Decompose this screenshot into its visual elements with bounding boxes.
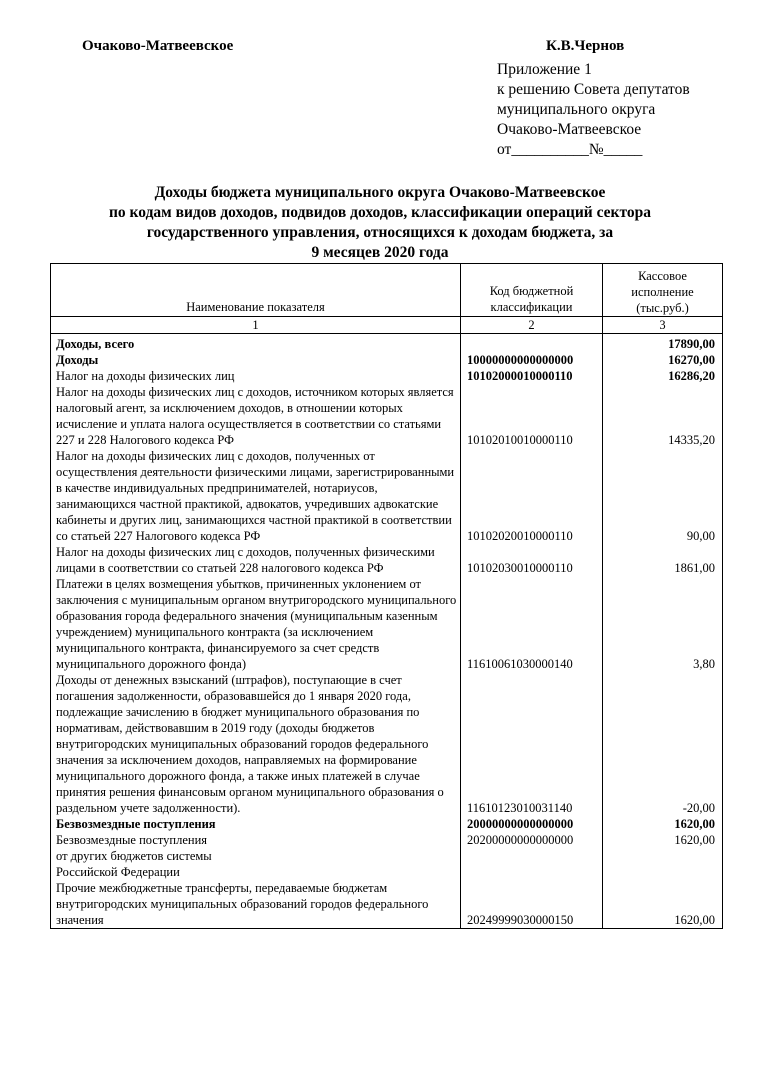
table-row: [51, 448, 723, 544]
indicator-name: Налог на доходы физических лиц: [51, 368, 461, 384]
table-row: [51, 384, 723, 448]
title-line: 9 месяцев 2020 года: [311, 244, 449, 261]
indicator-name: [51, 832, 461, 880]
table-row: [51, 880, 723, 929]
title-line: Доходы бюджета муниципального округа Очаково-Матвеевское: [154, 184, 606, 201]
table-row: [51, 334, 723, 353]
budget-code: 10000000000000000: [461, 352, 603, 368]
appendix-block: [497, 60, 690, 160]
indicator-name: Доходы, всего: [51, 334, 461, 353]
budget-code: 10102000010000110: [461, 368, 603, 384]
budget-code: 11610123010031140: [461, 672, 603, 816]
budget-code: 10102010010000110: [461, 384, 603, 448]
table-row: [51, 816, 723, 832]
indicator-name: Прочие межбюджетные трансферты, передаваемые бюджетам внутригородских муниципальных образований городов федерального значения: [51, 880, 461, 929]
appendix-line: муниципального округа: [497, 101, 656, 118]
title-line: по кодам видов доходов, подвидов доходов, классификации операций сектора: [108, 204, 651, 221]
column-header-name: Наименование показателя: [51, 264, 461, 317]
indicator-name: Доходы: [51, 352, 461, 368]
budget-code: 20200000000000000: [461, 832, 603, 880]
indicator-name: Платежи в целях возмещения убытков, причиненных уклонением от заключения с муниципальным органом внутригородского муниципального образования города федерального значения (муниципальным казенным учреждением) муниципального контракта (за исключением муниципального контракта, финансируемого за счет средств муниципального дорожного фонда): [51, 576, 461, 672]
income-table: [50, 263, 723, 929]
column-number: 2: [461, 317, 603, 334]
title-line: государственного управления, относящихся к доходам бюджета, за: [146, 224, 614, 241]
column-number: 3: [603, 317, 723, 334]
budget-code: 10102030010000110: [461, 544, 603, 576]
indicator-name: Налог на доходы физических лиц с доходов, полученных физическими лицами в соответствии со статьей 228 налогового кодекса РФ: [51, 544, 461, 576]
execution-value: 16286,20: [603, 368, 723, 384]
execution-value: 1861,00: [603, 544, 723, 576]
signatory-name: К.В.Чернов: [546, 38, 625, 54]
indicator-name: Налог на доходы физических лиц с доходов, источником которых является налоговый агент, за исключением доходов, в отношении которых исчисление и уплата налога осуществляется в соответствии со статьями 227 и 228 Налогового кодекса РФ: [51, 384, 461, 448]
execution-value: 3,80: [603, 576, 723, 672]
municipality-name: Очаково-Матвеевское: [82, 38, 234, 54]
appendix-line: от__________№_____: [497, 141, 643, 158]
indicator-name-line: Безвозмездные поступления: [56, 833, 208, 847]
execution-value: 1620,00: [603, 816, 723, 832]
execution-value: 17890,00: [603, 334, 723, 353]
document-title: [40, 183, 720, 263]
indicator-name: Безвозмездные поступления: [51, 816, 461, 832]
indicator-name-line: Российской Федерации: [56, 865, 180, 879]
execution-value: 1620,00: [603, 880, 723, 929]
budget-code: 10102020010000110: [461, 448, 603, 544]
budget-code: [461, 334, 603, 353]
budget-code: 20249999030000150: [461, 880, 603, 929]
execution-value: -20,00: [603, 672, 723, 816]
appendix-line: Очаково-Матвеевское: [497, 121, 642, 138]
table-row: [51, 576, 723, 672]
execution-value: 14335,20: [603, 384, 723, 448]
indicator-name: Налог на доходы физических лиц с доходов, полученных от осуществления деятельности физическими лицами, зарегистрированными в качестве индивидуальных предпринимателей, нотариусов, занимающихся частной практикой, адвокатов, учредивших адвокатские кабинеты и других лиц, занимающихся частной практикой в соответствии со статьей 227 Налогового кодекса РФ: [51, 448, 461, 544]
indicator-name-line: от других бюджетов системы: [56, 849, 212, 863]
column-header-value: Кассовое исполнение (тыс.руб.): [603, 264, 723, 317]
budget-code: 11610061030000140: [461, 576, 603, 672]
execution-value: 90,00: [603, 448, 723, 544]
table-row: [51, 544, 723, 576]
execution-value: 1620,00: [603, 832, 723, 880]
table-row: [51, 368, 723, 384]
table-row: [51, 672, 723, 816]
indicator-name: Доходы от денежных взысканий (штрафов), поступающие в счет погашения задолженности, образовавшейся до 1 января 2020 года, подлежащие зачислению в бюджет муниципального образования по нормативам, действовавшим в 2019 году (доходы бюджетов внутригородских муниципальных образований городов федерального значения за исключением доходов, направляемых на формирование муниципального дорожного фонда, а также иных платежей в случае принятия решения финансовым органом муниципального образования о раздельном учете задолженности).: [51, 672, 461, 816]
table-row: [51, 832, 723, 880]
appendix-line: к решению Совета депутатов: [497, 81, 690, 98]
table-body: [51, 334, 723, 929]
column-header-code: Код бюджетной классификации: [461, 264, 603, 317]
appendix-line: Приложение 1: [497, 61, 592, 78]
column-number: 1: [51, 317, 461, 334]
budget-code: 20000000000000000: [461, 816, 603, 832]
table-row: [51, 352, 723, 368]
execution-value: 16270,00: [603, 352, 723, 368]
